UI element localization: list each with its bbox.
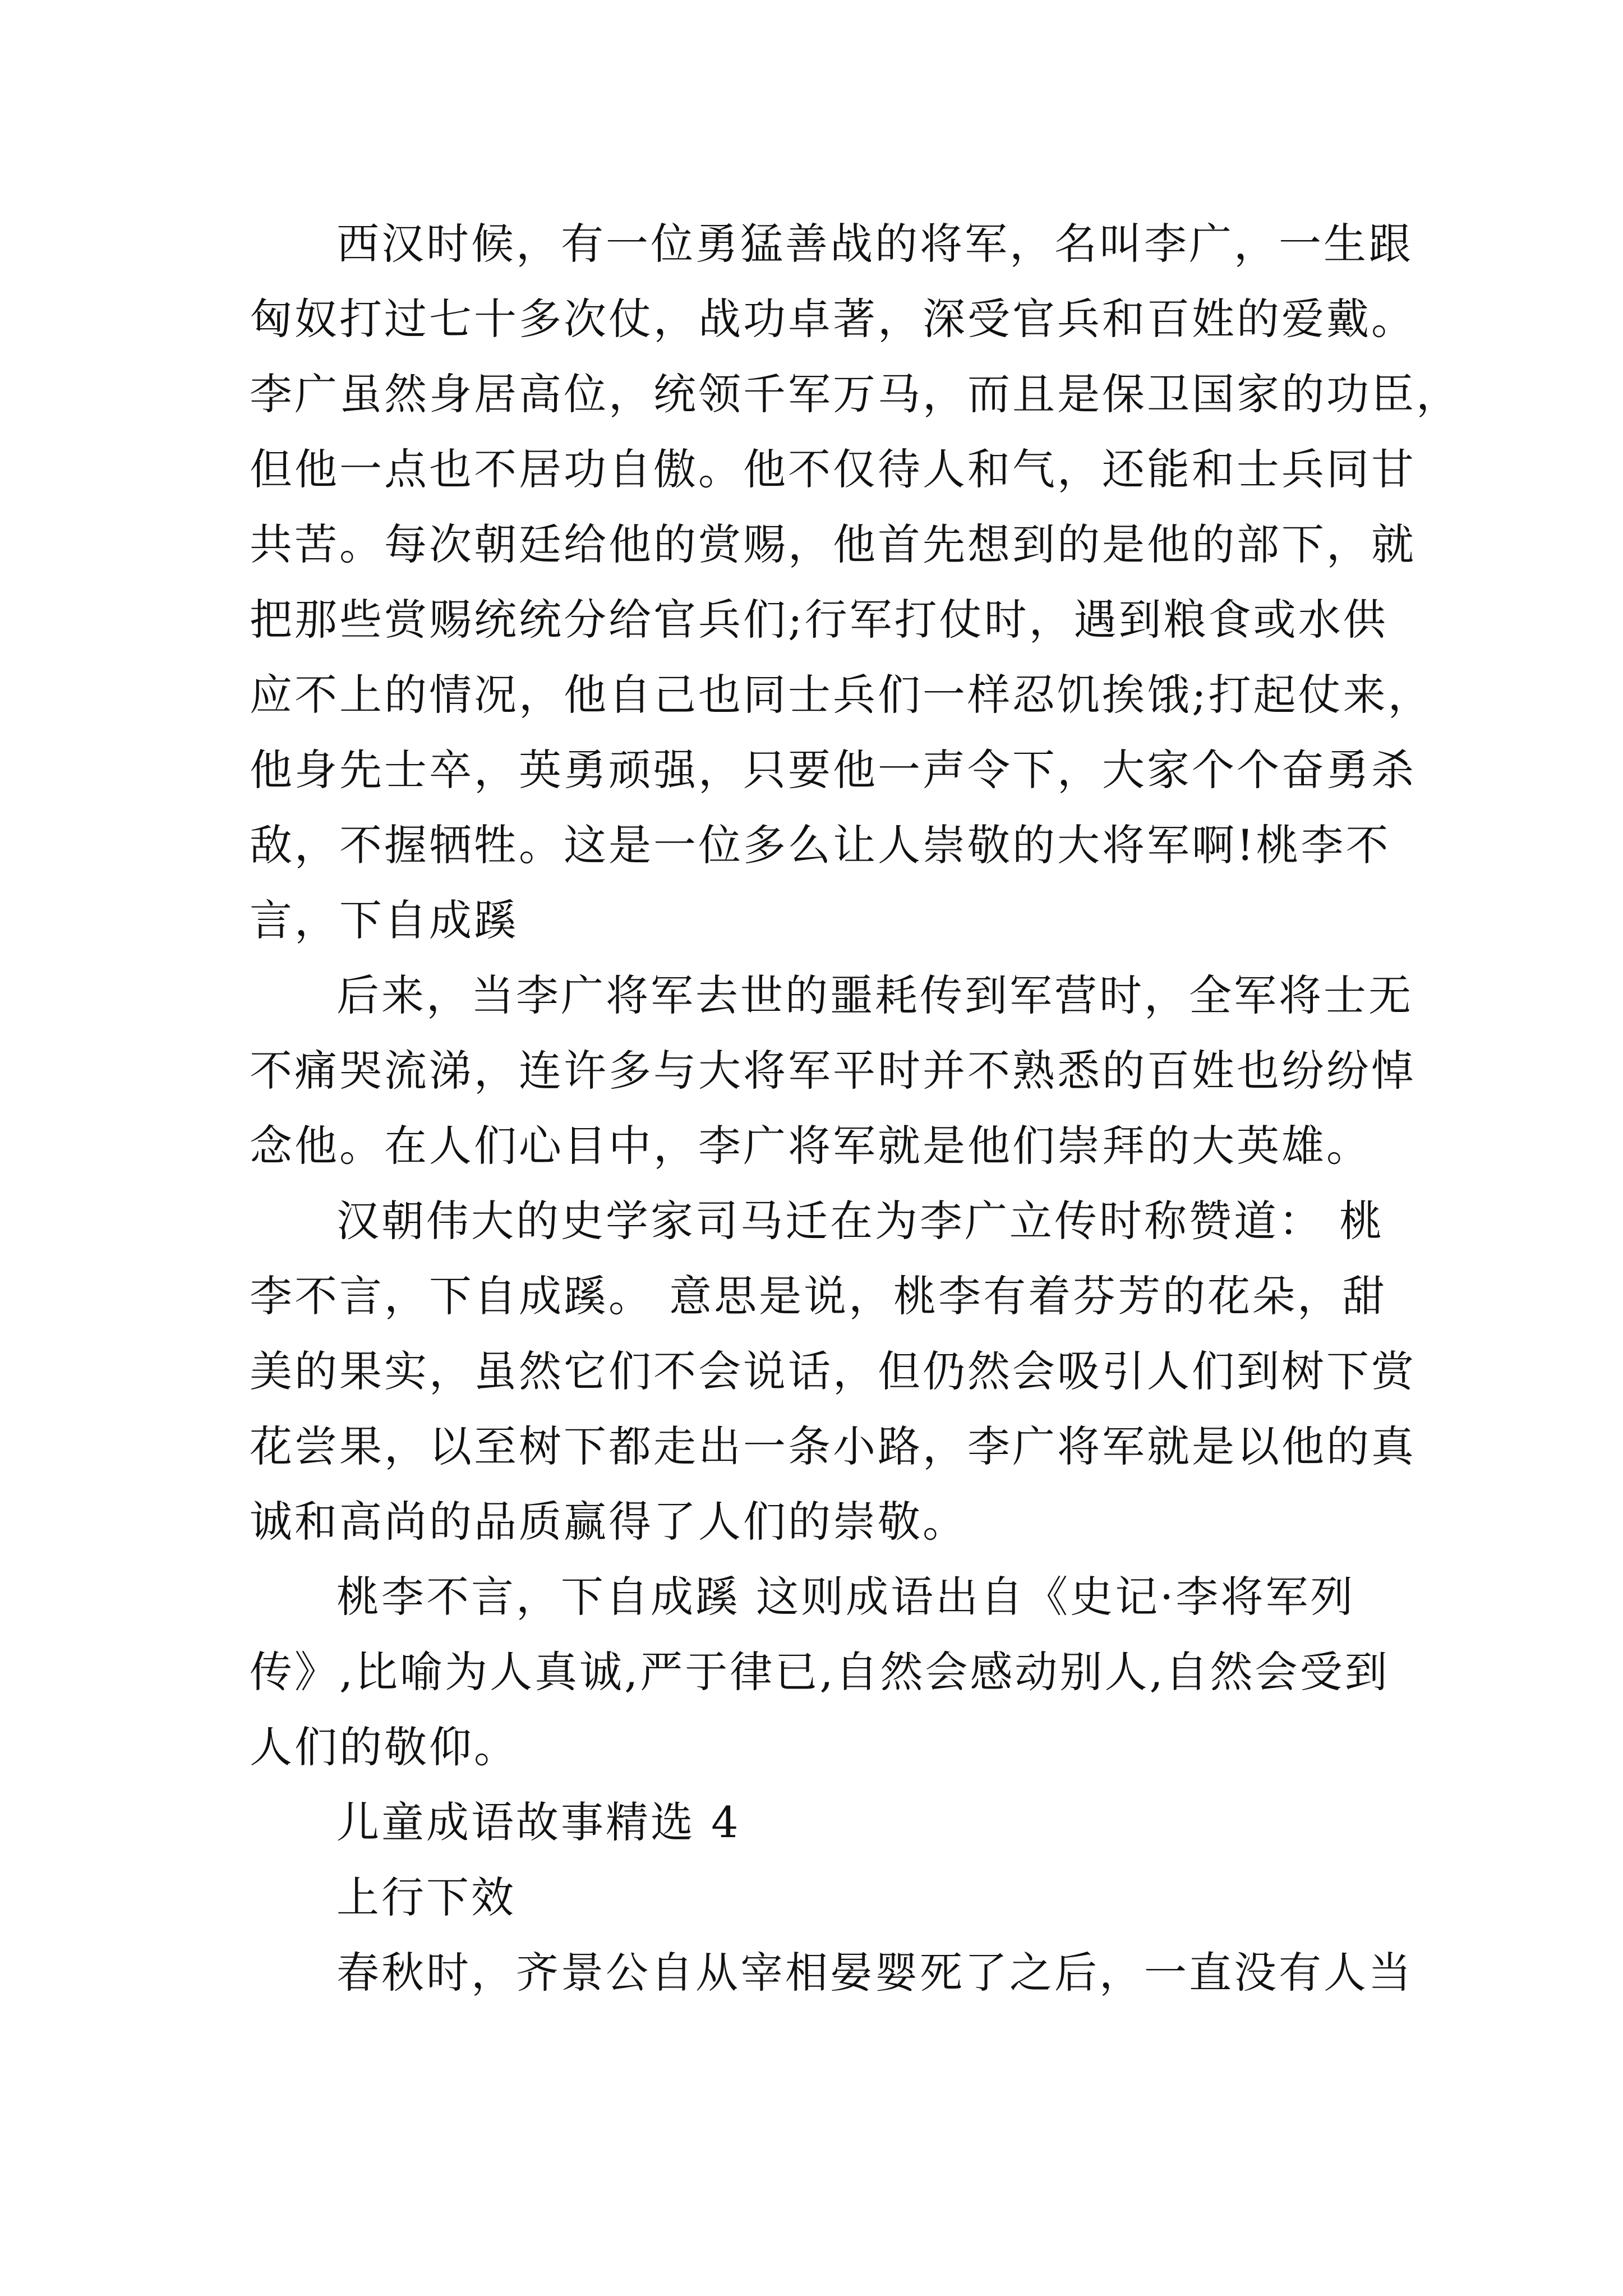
paragraph-line: 把那些赏赐统统分给官兵们;行军打仗时，遇到粮食或水供 — [250, 595, 1388, 645]
paragraph-line: 不痛哭流涕，连许多与大将军平时并不熟悉的百姓也纷纷悼 — [250, 1046, 1416, 1096]
paragraph-line: 共苦。每次朝廷给他的赏赐，他首先想到的是他的部下，就 — [250, 519, 1416, 569]
paragraph-line: 人们的敬仰。 — [250, 1722, 519, 1772]
paragraph-line: 后来，当李广将军去世的噩耗传到军营时，全军将士无 — [336, 970, 1413, 1020]
paragraph-line: 西汉时候，有一位勇猛善战的将军，名叫李广，一生跟 — [336, 219, 1413, 269]
paragraph-line: 念他。在人们心目中，李广将军就是他们崇拜的大英雄。 — [250, 1121, 1371, 1171]
paragraph-line: 汉朝伟大的史学家司马迁在为李广立传时称赞道： 桃 — [336, 1196, 1385, 1246]
paragraph-line: 春秋时，齐景公自从宰相晏婴死了之后，一直没有人当 — [336, 1948, 1413, 1998]
section-heading: 儿童成语故事精选 4 — [336, 1797, 741, 1847]
paragraph-line: 应不上的情况，他自己也同士兵们一样忍饥挨饿;打起仗来， — [250, 670, 1433, 720]
paragraph-line: 李不言，下自成蹊。 意思是说，桃李有着芬芳的花朵，甜 — [250, 1271, 1387, 1321]
paragraph-line: 匈奴打过七十多次仗，战功卓著，深受官兵和百姓的爱戴。 — [250, 294, 1416, 344]
paragraph-line: 美的果实，虽然它们不会说话，但仍然会吸引人们到树下赏 — [250, 1346, 1416, 1396]
story-title: 上行下效 — [336, 1872, 516, 1922]
paragraph-line: 但他一点也不居功自傲。他不仅待人和气，还能和士兵同甘 — [250, 444, 1416, 494]
paragraph-line: 敌，不握牺牲。这是一位多么让人崇敬的大将军啊!桃李不 — [250, 820, 1391, 870]
paragraph-line: 诚和高尚的品质赢得了人们的崇敬。 — [250, 1497, 967, 1547]
paragraph-line: 桃李不言，下自成蹊 这则成语出自《史记·李将军列 — [336, 1572, 1355, 1622]
paragraph-line: 言，下自成蹊 — [250, 895, 519, 945]
paragraph-line: 李广虽然身居高位，统领千军万马，而且是保卫国家的功臣， — [250, 369, 1461, 419]
paragraph-line: 传》,比喻为人真诚,严于律已,自然会感动别人,自然会受到 — [250, 1647, 1390, 1697]
paragraph-line: 他身先士卒，英勇顽强，只要他一声令下，大家个个奋勇杀 — [250, 745, 1416, 795]
paragraph-line: 花尝果，以至树下都走出一条小路，李广将军就是以他的真 — [250, 1421, 1416, 1471]
